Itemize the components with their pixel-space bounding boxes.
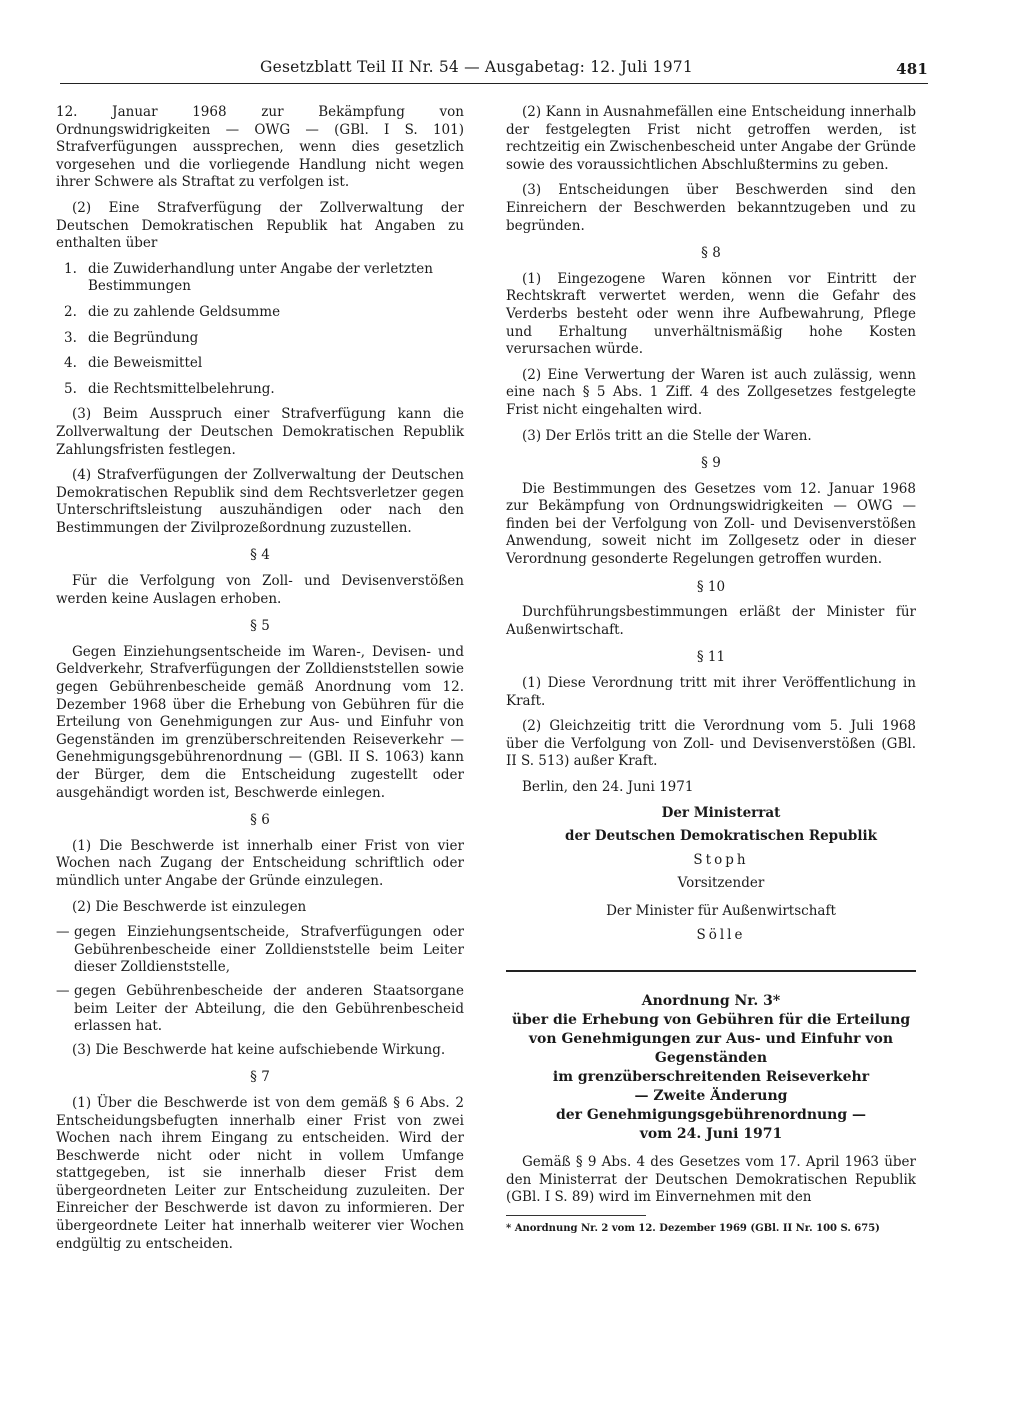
section-heading-6: § 6 xyxy=(250,812,270,829)
paragraph-3: (3) Beim Ausspruch einer Strafverfügung kann die Zollverwaltung der Deutschen Demokratischen Republik Zahlungsfristen festlegen. xyxy=(56,406,464,458)
ordinance-title-line: Gegenständen xyxy=(654,1050,768,1067)
section-heading-7: § 7 xyxy=(250,1069,270,1086)
footnote: * Anordnung Nr. 2 vom 12. Dezember 1969 (GBl. II Nr. 100 S. 675) xyxy=(506,1222,880,1234)
paragraph-2: (2) Eine Strafverfügung der Zollverwaltung der Deutschen Demokratischen Republik hat Angaben zu enthalten über xyxy=(56,199,464,252)
list-item xyxy=(56,381,464,399)
section-7-paragraph-3: (3) Entscheidungen über Beschwerden sind den Einreichern der Beschwerden bekanntzugeben und zu begründen. xyxy=(506,182,916,234)
ordinance-title-line: vom 24. Juni 1971 xyxy=(639,1126,783,1143)
council-title-line-2: der Deutschen Demokratischen Republik xyxy=(565,828,877,845)
ordinance-title-line: im grenzüberschreitenden Reiseverkehr xyxy=(552,1069,870,1086)
council-title-line-1: Der Ministerrat xyxy=(661,804,781,821)
section-6-paragraph-1: (1) Die Beschwerde ist innerhalb einer Frist von vier Wochen nach Zugang der Entscheidung schriftlich oder mündlich unter Angabe der Gründe einzulegen. xyxy=(56,837,464,889)
intro-paragraph: 12. Januar 1968 zur Bekämpfung von Ordnungswidrigkeiten — OWG — (GBl. I S. 101) Strafverfügungen aussprechen, wenn dies gesetzlich vorgesehen und die vorliegende Handlung nicht wegen ihrer Schwere als Straftat zu verfolgen ist. xyxy=(56,104,464,191)
section-heading-5: § 5 xyxy=(250,618,270,635)
right-column xyxy=(506,104,916,1235)
section-6-paragraph-3: (3) Die Beschwerde hat keine aufschiebende Wirkung. xyxy=(72,1041,446,1058)
ordinance-title-line: über die Erhebung von Gebühren für die Erteilung xyxy=(511,1012,911,1029)
section-8-paragraph-1: (1) Eingezogene Waren können vor Eintritt der Rechtskraft verwertet werden, wenn die Gefahr des Verderbs besteht oder wenn ihre Aufbewahrung, Pflege und Erhaltung unverhältnismäßig hohe Kosten verursachen würde. xyxy=(506,270,916,358)
signer-name-1: Stoph xyxy=(693,851,749,868)
dash-item xyxy=(56,983,464,1036)
section-11-paragraph-2: (2) Gleichzeitig tritt die Verordnung vom 5. Juli 1968 über die Verfolgung von Zoll- und Devisenverstößen (GBl. II S. 513) außer Kraft. xyxy=(506,718,916,770)
list-item-text: die Begründung xyxy=(88,329,199,346)
list-item xyxy=(56,304,464,322)
list-item-text: die Rechtsmittelbelehrung. xyxy=(88,380,275,397)
list-item-text: die zu zahlende Geldsumme xyxy=(88,303,281,320)
section-11-paragraph-1: (1) Diese Verordnung tritt mit ihrer Veröffentlichung in Kraft. xyxy=(506,675,916,709)
list-item-number: 4. xyxy=(64,355,77,372)
ordinance-title-line: Anordnung Nr. 3* xyxy=(641,993,781,1010)
header-title: Gesetzblatt Teil II Nr. 54 — Ausgabetag: 12. Juli 1971 xyxy=(260,58,693,76)
paragraph-4: (4) Strafverfügungen der Zollverwaltung der Deutschen Demokratischen Republik sind dem Rechtsverletzer gegen Unterschriftsleistung auszuhändigen oder nach den Bestimmungen der Zivilprozeßordnung zuzustellen. xyxy=(56,467,464,536)
list-item xyxy=(56,355,464,373)
section-8-paragraph-2: (2) Eine Verwertung der Waren ist auch zulässig, wenn eine nach § 5 Abs. 1 Ziff. 4 des Zollgesetzes festgelegte Frist nicht eingehalten wird. xyxy=(506,366,916,418)
list-item-number: 1. xyxy=(64,260,77,277)
signature-block xyxy=(526,805,916,945)
minister-title: Der Minister für Außenwirtschaft xyxy=(606,902,836,919)
section-heading-10: § 10 xyxy=(696,578,726,595)
ordinance-title-line: der Genehmigungsgebührenordnung — xyxy=(555,1107,867,1124)
section-7-paragraph-1: (1) Über die Beschwerde ist von dem gemäß § 6 Abs. 2 Entscheidungsbefugten innerhalb einer Frist von zwei Wochen nach ihrem Eingang zu entscheiden. Wird der Beschwerde nicht oder nicht in vollem Umfange stattgegeben, ist sie innerhalb dieser Frist dem übergeordneten Leiter zur Entscheidung zuzuleiten. Der Einreicher der Beschwerde ist davon zu informieren. Der übergeordnete Leiter hat innerhalb weiterer vier Wochen endgültig zu entscheiden. xyxy=(56,1094,464,1252)
place-date: Berlin, den 24. Juni 1971 xyxy=(522,779,694,795)
signer-name-2: Sölle xyxy=(696,926,746,943)
section-heading-4: § 4 xyxy=(250,547,270,564)
dash-marker: — xyxy=(56,982,70,999)
footnote-rule xyxy=(506,1215,646,1216)
list-item-number: 3. xyxy=(64,329,77,346)
section-heading-11: § 11 xyxy=(696,649,726,666)
list-item-text: die Beweismittel xyxy=(88,355,203,372)
page-header xyxy=(60,54,928,84)
section-heading-8: § 8 xyxy=(701,245,721,262)
ordinance-title-line: von Genehmigungen zur Aus- und Einfuhr von xyxy=(528,1031,894,1048)
section-7-paragraph-2: (2) Kann in Ausnahmefällen eine Entscheidung innerhalb der festgelegten Frist nicht getroffen werden, ist rechtzeitig ein Zwischenbescheid unter Angabe der Gründe sowie des voraussichtlichen Abschlußtermins zu geben. xyxy=(506,104,916,173)
section-5-text: Gegen Einziehungsentscheide im Waren-, Devisen- und Geldverkehr, Strafverfügungen der Zolldienststellen sowie gegen Gebührenbescheide gemäß Anordnung vom 12. Dezember 1968 über die Erhebung von Gebühren für die Erteilung von Genehmigungen zur Aus- und Einfuhr von Gegenständen im grenzüberschreitenden Reiseverkehr — Genehmigungsgebührenordnung — (GBl. II S. 1063) kann der Bürger, dem die Entscheidung zugestellt oder ausgehändigt worden ist, Beschwerde einlegen. xyxy=(56,643,464,801)
signer-role-1: Vorsitzender xyxy=(677,875,765,892)
section-10-text: Durchführungsbestimmungen erläßt der Minister für Außenwirtschaft. xyxy=(506,604,916,638)
left-column xyxy=(56,104,464,1261)
list-item-text: die Zuwiderhandlung unter Angabe der verletzten Bestimmungen xyxy=(88,260,433,295)
ordinance-title xyxy=(506,992,916,1144)
section-9-text: Die Bestimmungen des Gesetzes vom 12. Januar 1968 zur Bekämpfung von Ordnungswidrigkeiten — OWG — finden bei der Verfolgung von Zoll- und Devisenverstößen Anwendung, soweit nicht im Zollgesetz oder in dieser Verordnung gesonderte Regelungen getroffen wurden. xyxy=(506,480,916,568)
header-rule xyxy=(60,83,928,84)
dash-item xyxy=(56,924,464,977)
ordinance-text: Gemäß § 9 Abs. 4 des Gesetzes vom 17. April 1963 über den Ministerrat der Deutschen Demokratischen Republik (GBl. I S. 89) wird im Einvernehmen mit den xyxy=(506,1154,916,1206)
section-4-text: Für die Verfolgung von Zoll- und Devisenverstößen werden keine Auslagen erhoben. xyxy=(56,573,464,607)
list-item-number: 5. xyxy=(64,380,77,397)
ordinance-title-line: — Zweite Änderung xyxy=(634,1088,788,1105)
page-number: 481 xyxy=(896,60,928,78)
dash-item-text: gegen Gebührenbescheide der anderen Staatsorgane beim Leiter der Abteilung, die den Gebührenbescheid erlassen hat. xyxy=(74,982,464,1035)
section-8-paragraph-3: (3) Der Erlös tritt an die Stelle der Waren. xyxy=(522,427,812,444)
dash-item-text: gegen Einziehungsentscheide, Strafverfügungen oder Gebührenbescheide einer Zolldienststelle beim Leiter dieser Zolldienststelle, xyxy=(74,924,464,976)
section-6-paragraph-2: (2) Die Beschwerde ist einzulegen xyxy=(72,898,307,915)
section-heading-9: § 9 xyxy=(701,455,721,472)
list-item xyxy=(56,261,464,296)
list-item xyxy=(56,330,464,348)
section-divider xyxy=(506,970,916,972)
list-item-number: 2. xyxy=(64,303,77,320)
dash-marker: — xyxy=(56,924,70,941)
